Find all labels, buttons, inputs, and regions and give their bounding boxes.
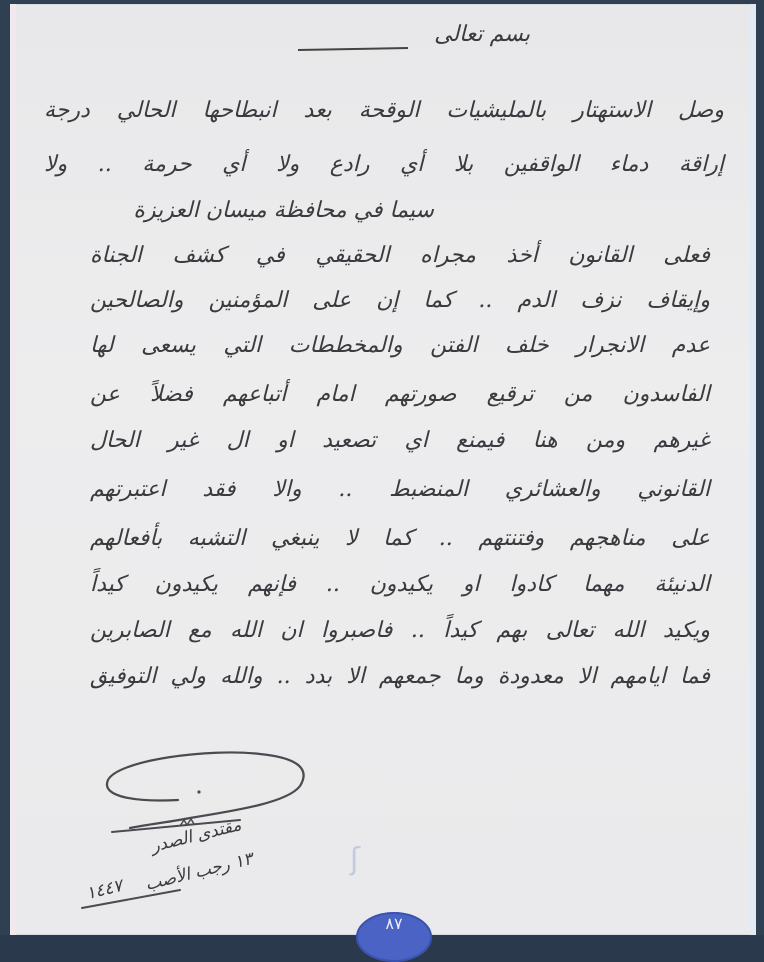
header-basmala: بسم تعالى	[434, 22, 530, 47]
text-line: الفاسدون من ترقيع صورتهم امام أتباعهم فضلاً عن	[90, 382, 710, 407]
faint-ink-mark: ʃ	[350, 842, 361, 877]
text-line: القانوني والعشائري المنضبط .. والا فقد اعتبرتهم	[90, 477, 710, 502]
header-underline	[298, 47, 408, 51]
text-line: فعلى القانون أخذ مجراه الحقيقي في كشف الجناة	[90, 243, 710, 268]
paper-edge-right	[750, 4, 756, 935]
official-stamp	[356, 912, 432, 962]
signature-year: ١٤٤٧	[84, 875, 125, 905]
text-line: على مناهجهم وفتنتهم .. كما لا ينبغي التشبه بأفعالهم	[90, 526, 710, 551]
text-line: الدنيئة مهما كادوا او يكيدون .. فإنهم يكيدون كيداً	[90, 572, 710, 597]
stamp-text: ٨٧	[385, 914, 403, 933]
signature-date: ١٣ رجب الأصب	[143, 848, 255, 896]
signature-block	[60, 740, 360, 935]
text-line: غيرهم ومن هنا فيمنع اي تصعيد او ال غير الحال	[90, 428, 710, 453]
text-line: عدم الانجرار خلف الفتن والمخططات التي يسعى لها	[90, 333, 710, 358]
paper-edge-left	[10, 4, 16, 935]
document-header	[290, 20, 530, 54]
text-line: فما ايامهم الا معدودة وما جمعهم الا بدد .. والله ولي التوفيق	[90, 664, 710, 689]
text-line: سيما في محافظة ميسان العزيزة	[133, 198, 434, 223]
text-line: إراقة دماء الواقفين بلا أي رادع ولا أي حرمة .. ولا	[44, 152, 724, 177]
text-line: ويكيد الله تعالى بهم كيداً .. فاصبروا ان الله مع الصابرين	[90, 618, 710, 643]
signatory-name: مقتدى الصدر	[148, 815, 244, 857]
text-line: وإيقاف نزف الدم .. كما إن على المؤمنين والصالحين	[90, 288, 710, 313]
text-line: وصل الاستهتار بالمليشيات الوقحة بعد انبطاحها الحالي درجة	[44, 98, 724, 123]
